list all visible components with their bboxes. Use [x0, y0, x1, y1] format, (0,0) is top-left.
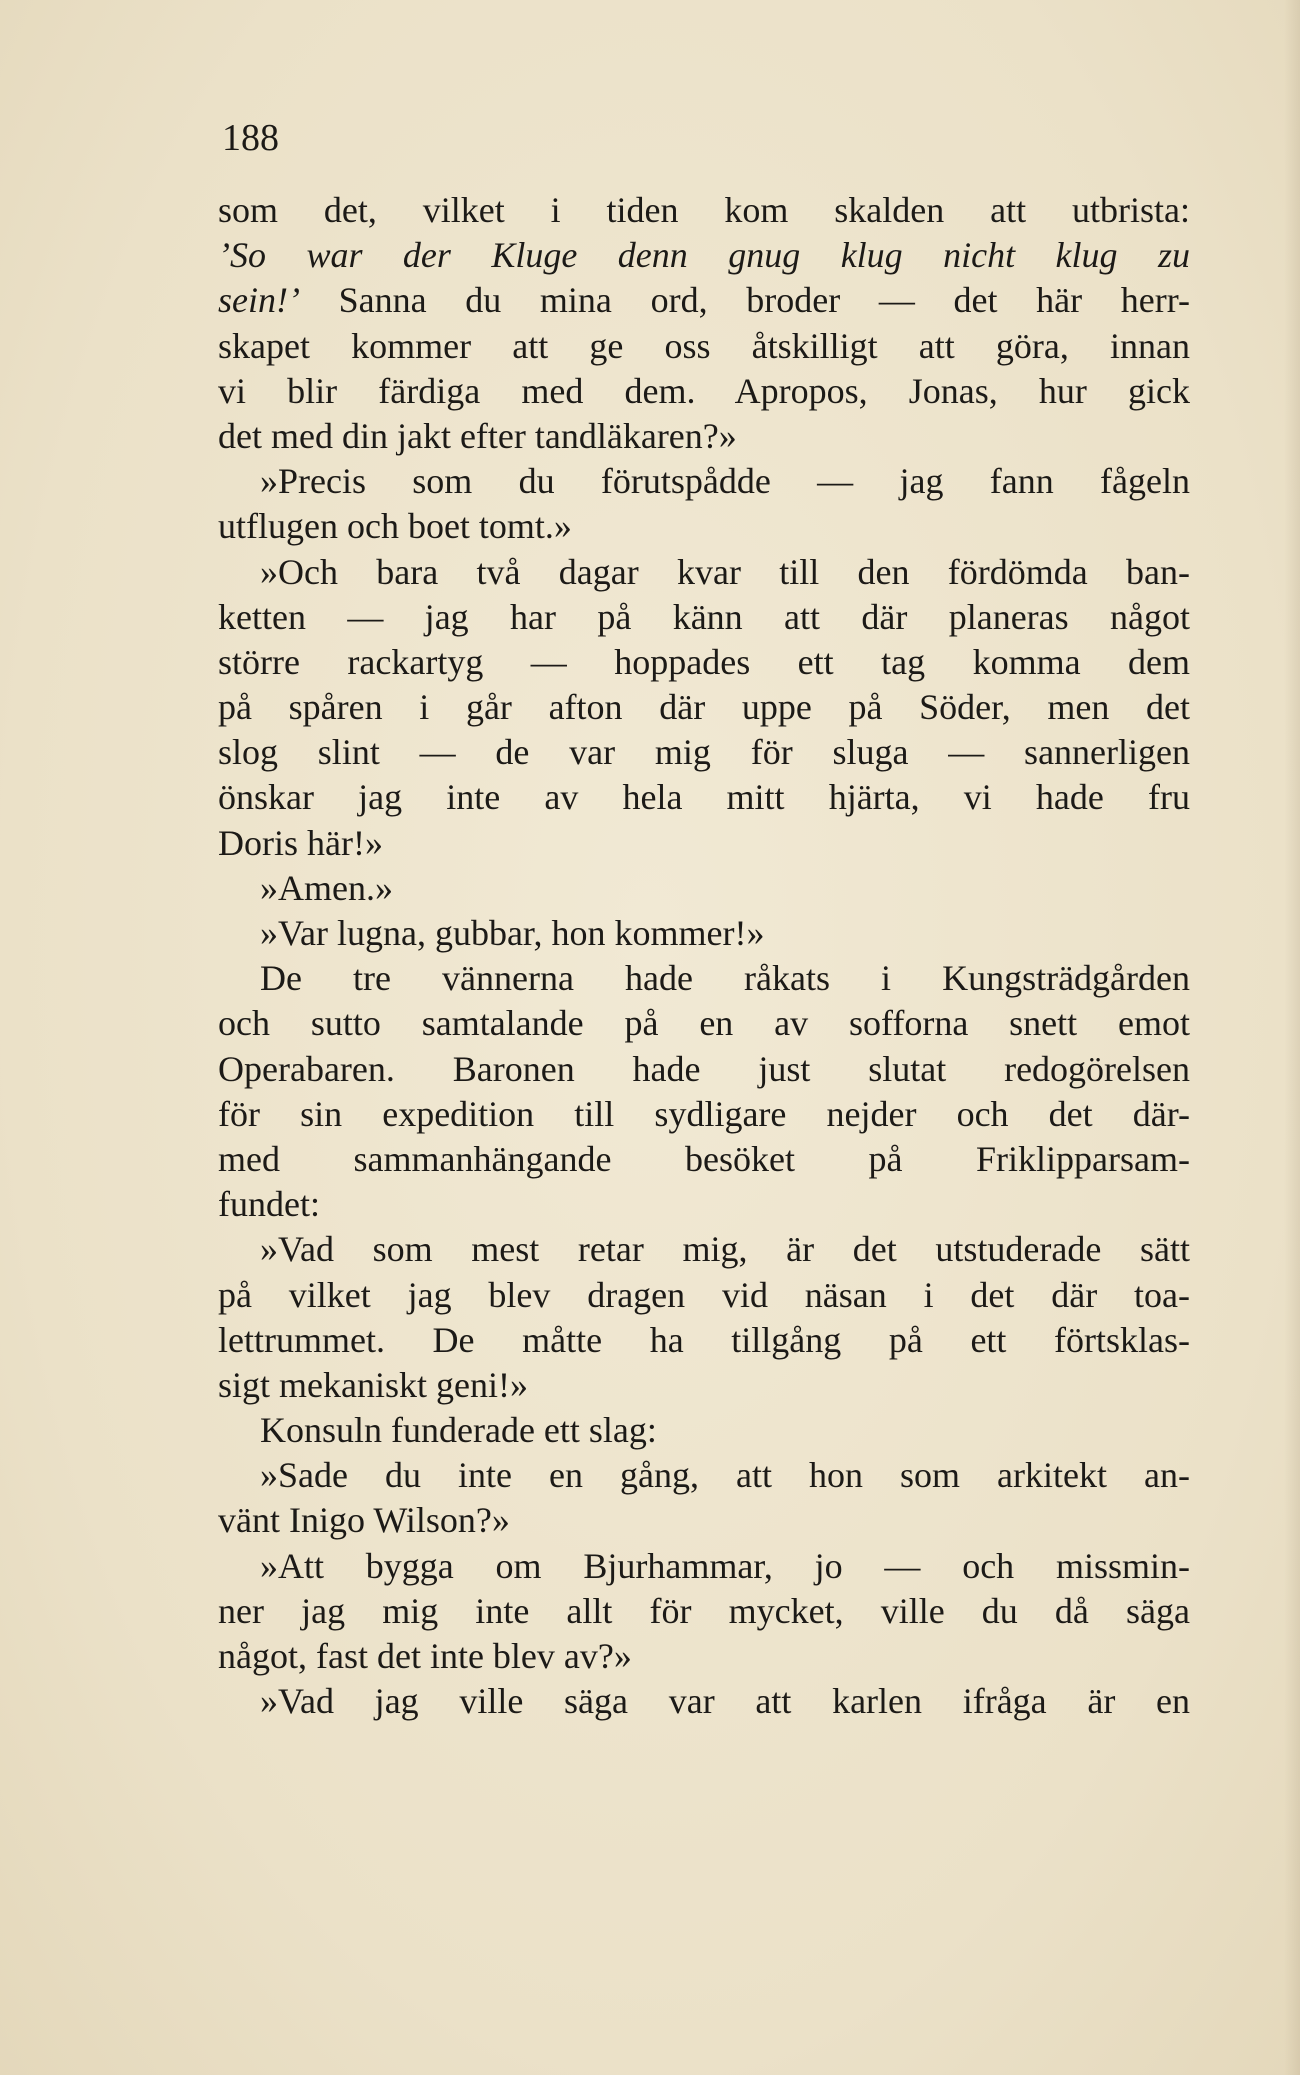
italic-quote: sein!’: [218, 280, 300, 321]
line-text: vänt Inigo Wilson?»: [218, 1500, 510, 1541]
line-text: på vilket jag blev dragen vid näsan i det där toa-: [218, 1274, 1190, 1315]
line-text: önskar jag inte av hela mitt hjärta, vi hade fru: [218, 777, 1190, 818]
page-number: 188: [222, 117, 279, 159]
text-line: [218, 821, 1190, 866]
text-line: [218, 414, 1190, 459]
line-text: lettrummet. De måtte ha tillgång på ett förtsklas-: [218, 1319, 1190, 1360]
line-text: vi blir färdiga med dem. Apropos, Jonas, hur gick: [218, 370, 1190, 411]
line-text: »Sade du inte en gång, att hon som arkitekt an-: [260, 1455, 1190, 1496]
line-text: ’So war der Kluge denn gnug klug nicht klug zu: [218, 235, 1190, 276]
line-text: utflugen och boet tomt.»: [218, 506, 572, 547]
line-text: »Var lugna, gubbar, hon kommer!»: [260, 913, 765, 953]
text-line: [218, 188, 1190, 233]
line-text: och sutto samtalande på en av sofforna snett emot: [218, 1003, 1190, 1044]
text-line: [218, 1498, 1190, 1543]
line-text: »Vad som mest retar mig, är det utstuderade sätt: [260, 1229, 1190, 1270]
line-text: »Precis som du förutspådde — jag fann fågeln: [260, 461, 1190, 502]
text-line: [218, 550, 1190, 595]
text-line: [218, 640, 1190, 685]
text-line: [218, 775, 1190, 820]
text-line: [218, 233, 1190, 278]
text-line: [218, 1137, 1190, 1182]
line-text: ketten — jag har på känn att där planeras något: [218, 596, 1190, 637]
text-line: [218, 1453, 1190, 1498]
text-line: [218, 1227, 1190, 1272]
text-line: [218, 685, 1190, 730]
text-line: [218, 1092, 1190, 1137]
line-text: större rackartyg — hoppades ett tag komma dem: [218, 641, 1190, 682]
text-line: [218, 324, 1190, 369]
text-line: [218, 278, 1190, 323]
line-text: Doris här!»: [218, 822, 383, 863]
text-line: [218, 866, 1190, 911]
text-line: [218, 1634, 1190, 1679]
line-text: »Vad jag ville säga var att karlen ifråga är en: [260, 1681, 1190, 1722]
text-line: [218, 1363, 1190, 1408]
line-text: Konsuln funderade ett slag:: [260, 1410, 657, 1451]
line-text: det med din jakt efter tandläkaren?»: [218, 415, 737, 456]
text-line: [218, 1047, 1190, 1092]
line-text: med sammanhängande besöket på Friklipparsam-: [218, 1138, 1190, 1179]
line-text: slog slint — de var mig för sluga — sannerligen: [218, 732, 1190, 773]
line-text: för sin expedition till sydligare nejder och det där-: [218, 1093, 1190, 1134]
text-line: [218, 1544, 1190, 1589]
line-text: skapet kommer att ge oss åtskilligt att göra, innan: [218, 325, 1190, 366]
text-line: [218, 595, 1190, 640]
line-text: något, fast det inte blev av?»: [218, 1636, 632, 1676]
line-text: »Att bygga om Bjurhammar, jo — och missmin-: [260, 1545, 1190, 1586]
text-line: [218, 956, 1190, 1001]
text-line: [218, 1001, 1190, 1046]
line-text: Operabaren. Baronen hade just slutat redogörelsen: [218, 1048, 1190, 1089]
text-line: [218, 1408, 1190, 1453]
text-line: [218, 504, 1190, 549]
line-text: De tre vännerna hade råkats i Kungsträdgården: [260, 958, 1190, 999]
line-text: sigt mekaniskt geni!»: [218, 1364, 528, 1405]
page-edge-shadow: [1284, 0, 1300, 2075]
text-line: [218, 369, 1190, 414]
line-text: på spåren i går afton där uppe på Söder, men det: [218, 687, 1190, 728]
line-text: Sanna du mina ord, broder — det här herr-: [299, 280, 1190, 321]
line-text: fundet:: [218, 1184, 320, 1225]
line-text: »Och bara två dagar kvar till den fördömda ban-: [260, 551, 1190, 592]
line-text: ner jag mig inte allt för mycket, ville du då säga: [218, 1590, 1190, 1631]
text-line: [218, 1318, 1190, 1363]
text-line: [218, 1273, 1190, 1318]
text-line: [218, 1589, 1190, 1634]
line-text: »Amen.»: [260, 867, 393, 908]
body-text: [218, 188, 1190, 1724]
line-text: som det, vilket i tiden kom skalden att utbrista:: [218, 190, 1190, 230]
text-line: [218, 911, 1190, 956]
text-line: [218, 730, 1190, 775]
text-line: [218, 1182, 1190, 1227]
text-line: [218, 459, 1190, 504]
text-line: [218, 1679, 1190, 1724]
